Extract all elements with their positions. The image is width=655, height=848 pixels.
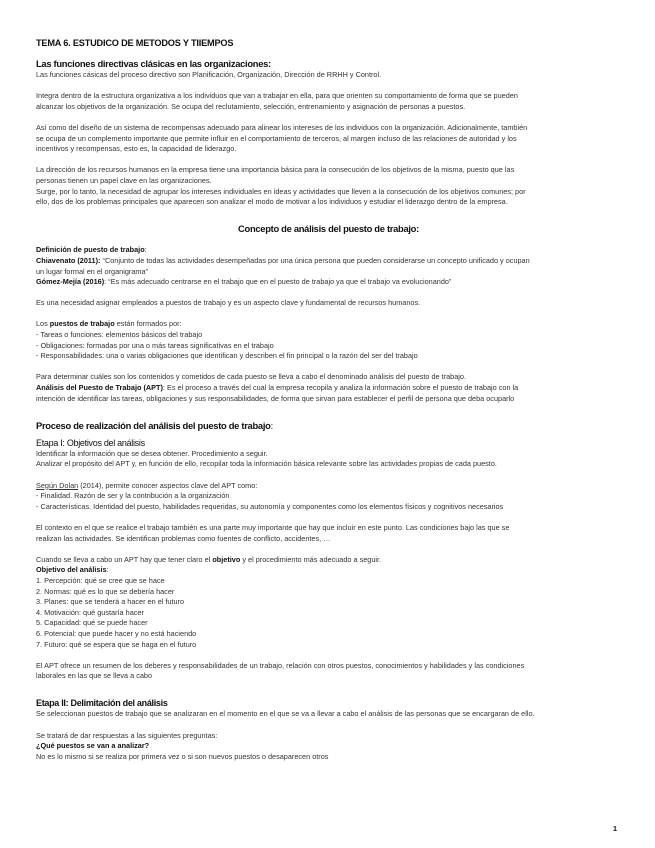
section-heading-funciones: Las funciones directivas clásicas en las organizaciones: xyxy=(36,58,271,69)
list-item: - Responsabilidades: una o varias obligaciones que identifican y describen el fin principal o la razón del ser del trabajo xyxy=(36,351,418,361)
paragraph: Análisis del Puesto de Trabajo (APT): Es el proceso a través del cual la empresa recopila y analiza la información sobre el puesto de trabajo con la xyxy=(36,383,519,393)
paragraph: se ocupa de un complemento importante que permite influir en el comportamiento de terceros, al margen incluso de las relaciones de autoridad y los xyxy=(36,133,517,143)
paragraph: Cuando se lleva a cabo un APT hay que tener claro el objetivo y el procedimiento más adecuado a seguir. xyxy=(36,554,382,564)
paragraph: Según Dolan (2014), permite conocer aspectos clave del APT como: xyxy=(36,480,258,490)
list-item: 5. Capacidad: qué se puede hacer xyxy=(36,618,148,628)
objective-label-line: Objetivo del análisis: xyxy=(36,565,109,575)
paragraph: Se tratará de dar respuestas a las siguientes preguntas: xyxy=(36,730,218,740)
list-item: 6. Potencial: que puede hacer y no está haciendo xyxy=(36,628,197,638)
paragraph: incentivos y recompensas, esto es, la capacidad de liderazgo. xyxy=(36,144,237,154)
list-item: 2. Normas: qué es lo que se debería hacer xyxy=(36,586,175,596)
paragraph: laborales en las que se lleva a cabo xyxy=(36,671,153,681)
paragraph: Las funciones cásicas del proceso directivo son Planificación, Organización, Dirección de RRHH y Control. xyxy=(36,70,382,79)
paragraph: Integra dentro de la estructura organizativa a los individuos que van a trabajar en ella, para que orienten su comportamiento de forma que se pueden xyxy=(36,91,518,101)
paragraph: Surge, por lo tanto, la necesidad de agrupar los intereses individuales en ideas y actividades que lleven a la consecución de los objetivos comunes; por xyxy=(36,186,526,196)
section-heading-proceso: Proceso de realización del análisis del puesto de trabajo: xyxy=(36,419,273,431)
author-name: Gómez-Mejía (2016) xyxy=(36,277,105,287)
paragraph: personas tienen un papel clave en las organizaciones. xyxy=(36,175,212,185)
stage-heading-2: Etapa II: Delimitación del análisis xyxy=(36,698,168,709)
definition-label: Definición de puesto de trabajo xyxy=(36,245,145,255)
list-item: - Finalidad. Razón de ser y la contribución a la organización xyxy=(36,491,230,501)
paragraph: un lugar formal en el organigrama” xyxy=(36,266,148,276)
list-item: - Obligaciones: formadas por una o más tareas significativas en el trabajo xyxy=(36,340,274,350)
paragraph: El contexto en el que se realice el trabajo también es una parte muy importante que hay que incluir en este punto. Las condiciones bajo las que se xyxy=(36,522,510,532)
paragraph: Es una necesidad asignar empleados a puestos de trabajo y es un aspecto clave y fundamental de recursos humanos. xyxy=(36,298,421,308)
paragraph: Se seleccionan puestos de trabajo que se analizaran en el momento en el que se va a llevar a cabo el análisis de las personas que se encargaran de ello. xyxy=(36,709,535,719)
paragraph: Así como del diseño de un sistema de recompensas adecuado para alinear los intereses de los individuos con la organización. Adicionalmente, también xyxy=(36,122,528,132)
paragraph: Para determinar cuáles son los contenidos y cometidos de cada puesto se lleva a cabo el denominado análisis del puesto de trabajo. xyxy=(36,372,466,382)
list-item: - Tareas o funciones: elementos básicos del trabajo xyxy=(36,330,203,340)
stage-heading-1: Etapa I: Objetivos del análisis xyxy=(36,437,145,448)
list-item: 4. Motivación: qué gustaría hacer xyxy=(36,607,144,617)
paragraph: Analizar el propósito del APT y, en función de ello, recopilar toda la información básica relevante sobre las actividades propias de cada puesto. xyxy=(36,459,497,469)
definition-chiavenato: Chiavenato (2011): “Conjunto de todas las actividades desempeñadas por una única persona que pueden considerarse un concepto unificado y ocupan xyxy=(36,255,530,265)
list-item: 3. Planes: que se tenderá a hacer en el futuro xyxy=(36,597,185,607)
list-item: 1. Percepción: qué se cree que se hace xyxy=(36,575,165,585)
citation-link[interactable]: Según Dolan xyxy=(36,480,79,490)
definition-gomez-mejia: Gómez-Mejía (2016): “Es más adecuado centrarse en el trabajo que en el puesto de trabajo ya que el trabajo va evolucionando” xyxy=(36,277,452,287)
section-heading-concepto: Concepto de análisis del puesto de trabajo: xyxy=(238,223,419,235)
document-title: TEMA 6. ESTUDICO DE METODOS Y TIIEMPOS xyxy=(36,38,234,48)
paragraph: ello, dos de los problemas principales que aparecen son analizar el modo de motivar a los individuos y estudiar el liderazgo dentro de la empresa. xyxy=(36,197,508,207)
list-item: - Características. Identidad del puesto, habilidades requeridas, su autonomía y componentes como los elementos físicos y cognitivos necesarios xyxy=(36,501,504,511)
paragraph: realizan las actividades. Se identifican problemas como fuentes de conflicto, accidentes, … xyxy=(36,533,331,543)
paragraph: Identificar la información que se desea obtener. Procedimiento a seguir. xyxy=(36,448,268,458)
paragraph: alcanzar los objetivos de la organización. Se ocupa del reclutamiento, selección, entrenamiento y asignación de personas a puestos. xyxy=(36,101,466,111)
author-name: Chiavenato (2011): xyxy=(36,255,101,265)
paragraph: intención de identificar las tareas, obligaciones y sus responsabilidades, de forma que sirvan para establecer el perfil de persona que deba ocuparlo xyxy=(36,393,515,403)
definition-label-line: Definición de puesto de trabajo: xyxy=(36,245,147,255)
paragraph: Los puestos de trabajo están formados por: xyxy=(36,319,182,329)
list-item: 7. Futuro: qué se espera que se haga en el futuro xyxy=(36,639,197,649)
document-page xyxy=(36,38,621,762)
page-number: 1 xyxy=(612,824,617,833)
paragraph: No es lo mismo si se realiza por primera vez o si son nuevos puestos o desaparecen otros xyxy=(36,751,329,761)
paragraph: La dirección de los recursos humanos en la empresa tiene una importancia básica para la consecución de los objetivos de la misma, puesto que las xyxy=(36,165,515,175)
paragraph: El APT ofrece un resumen de los deberes y responsabilidades de un trabajo, relación con otros puestos, conocimientos y habilidades y las condiciones xyxy=(36,660,525,670)
question: ¿Qué puestos se van a analizar? xyxy=(36,741,150,751)
